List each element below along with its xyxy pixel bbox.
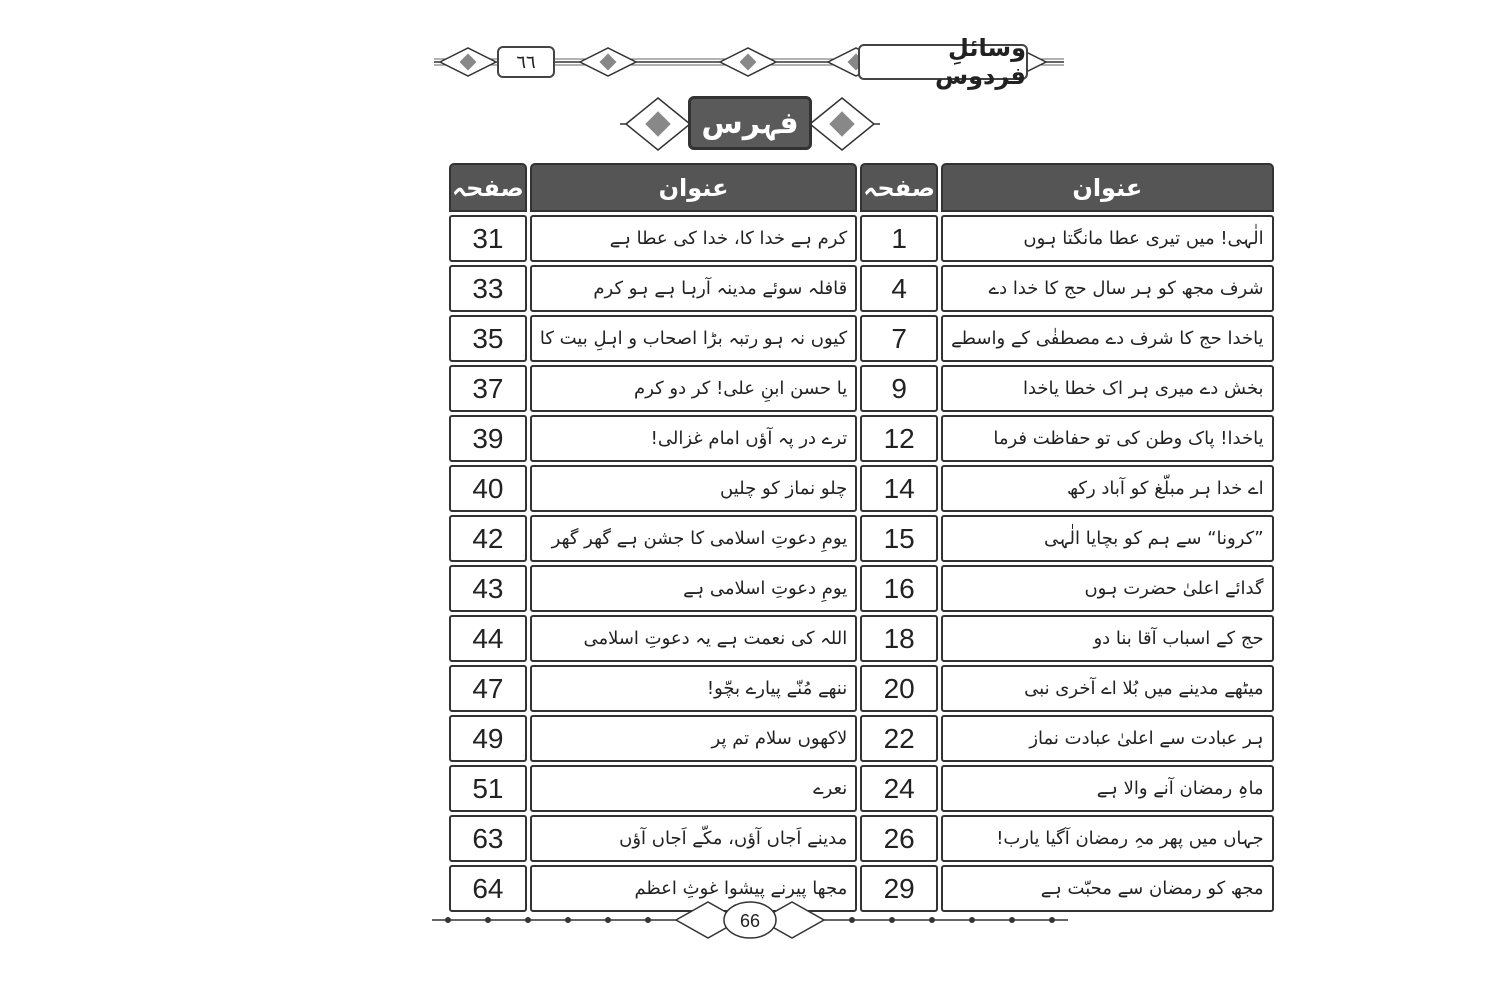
entry-title-left: چلو نماز کو چلیں [530,465,857,512]
table-row [449,215,1274,262]
entry-title-right: گدائے اعلیٰ حضرت ہوں [941,565,1274,612]
entry-page-right: 7 [860,315,938,362]
entry-page-right: 20 [860,665,938,712]
entry-title-left: نعرے [530,765,857,812]
entry-page-right: 18 [860,615,938,662]
entry-title-right: یاخدا! پاک وطن کی تو حفاظت فرما [941,415,1274,462]
table-row [449,415,1274,462]
entry-title-right: ماہِ رمضان آنے والا ہے [941,765,1274,812]
entry-page-right: 14 [860,465,938,512]
table-row [449,765,1274,812]
page-number-bottom: 66 [739,910,761,931]
entry-title-right: الٰہی! میں تیری عطا مانگتا ہوں [941,215,1274,262]
table-row [449,565,1274,612]
entry-title-right: میٹھے مدینے میں بُلا اے آخری نبی [941,665,1274,712]
table-row [449,665,1274,712]
entry-page-left: 40 [449,465,527,512]
table-row [449,465,1274,512]
entry-title-left: کیوں نہ ہو رتبہ بڑا اصحاب و اہلِ بیت کا [530,315,857,362]
entry-title-left: کرم ہے خدا کا، خدا کی عطا ہے [530,215,857,262]
entry-page-left: 51 [449,765,527,812]
entry-title-left: یومِ دعوتِ اسلامی ہے [530,565,857,612]
entry-title-right: بخش دے میری ہر اک خطا یاخدا [941,365,1274,412]
entry-title-right: یاخدا حج کا شرف دے مصطفٰی کے واسطے [941,315,1274,362]
entry-page-left: 31 [449,215,527,262]
entry-title-left: ترے در پہ آؤں امام غزالی! [530,415,857,462]
table-row [449,815,1274,862]
header-page-right: صفحہ [860,163,938,212]
entry-title-right: مجھ کو رمضان سے محبّت ہے [941,865,1274,912]
entry-title-left: یا حسن ابنِ علی! کر دو کرم [530,365,857,412]
entry-page-left: 64 [449,865,527,912]
entry-title-left: یومِ دعوتِ اسلامی کا جشن ہے گھر گھر [530,515,857,562]
entry-page-right: 26 [860,815,938,862]
entry-title-right: حج کے اسباب آقا بنا دو [941,615,1274,662]
entry-page-left: 49 [449,715,527,762]
entry-page-right: 12 [860,415,938,462]
entry-title-right: جہاں میں پھر مہِ رمضان آگیا یارب! [941,815,1274,862]
entry-page-left: 35 [449,315,527,362]
table-row [449,315,1274,362]
index-table [446,160,1277,915]
entry-page-left: 63 [449,815,527,862]
table-row [449,715,1274,762]
entry-title-left: مدینے اَجاں آؤں، مکّے اَجاں آؤں [530,815,857,862]
entry-page-left: 39 [449,415,527,462]
entry-title-right: اے خدا ہر مبلّغ کو آباد رکھ [941,465,1274,512]
entry-page-right: 29 [860,865,938,912]
entry-title-left: لاکھوں سلام تم پر [530,715,857,762]
entry-title-left: ننھے مُنّے پیارے بچّو! [530,665,857,712]
entry-page-right: 16 [860,565,938,612]
header-title-left: عنوان [530,163,857,212]
entry-page-right: 4 [860,265,938,312]
header-page-left: صفحہ [449,163,527,212]
entry-page-left: 44 [449,615,527,662]
table-row [449,365,1274,412]
entry-title-left: اللہ کی نعمت ہے یہ دعوتِ اسلامی [530,615,857,662]
header-title-right: عنوان [941,163,1274,212]
table-row [449,265,1274,312]
entry-page-left: 42 [449,515,527,562]
entry-page-left: 33 [449,265,527,312]
entry-page-left: 37 [449,365,527,412]
page-number-top: ٦٦ [497,46,555,78]
entry-page-left: 47 [449,665,527,712]
entry-page-left: 43 [449,565,527,612]
entry-page-right: 24 [860,765,938,812]
book-title: وسائلِ فردوس [858,44,1028,80]
table-header-row [449,163,1274,212]
entry-page-right: 1 [860,215,938,262]
entry-title-right: ”کرونا“ سے ہم کو بچایا الٰہی [941,515,1274,562]
table-row [449,615,1274,662]
table-row [449,515,1274,562]
index-title: فہرس [688,96,812,150]
entry-page-right: 22 [860,715,938,762]
entry-page-right: 15 [860,515,938,562]
entry-page-right: 9 [860,365,938,412]
entry-title-right: ہر عبادت سے اعلیٰ عبادت نماز [941,715,1274,762]
entry-title-right: شرف مجھ کو ہر سال حج کا خدا دے [941,265,1274,312]
entry-title-left: مجھا پیرنے پیشوا غوثِ اعظم [530,865,857,912]
table-body [449,215,1274,912]
entry-title-left: قافلہ سوئے مدینہ آرہا ہے ہو کرم [530,265,857,312]
